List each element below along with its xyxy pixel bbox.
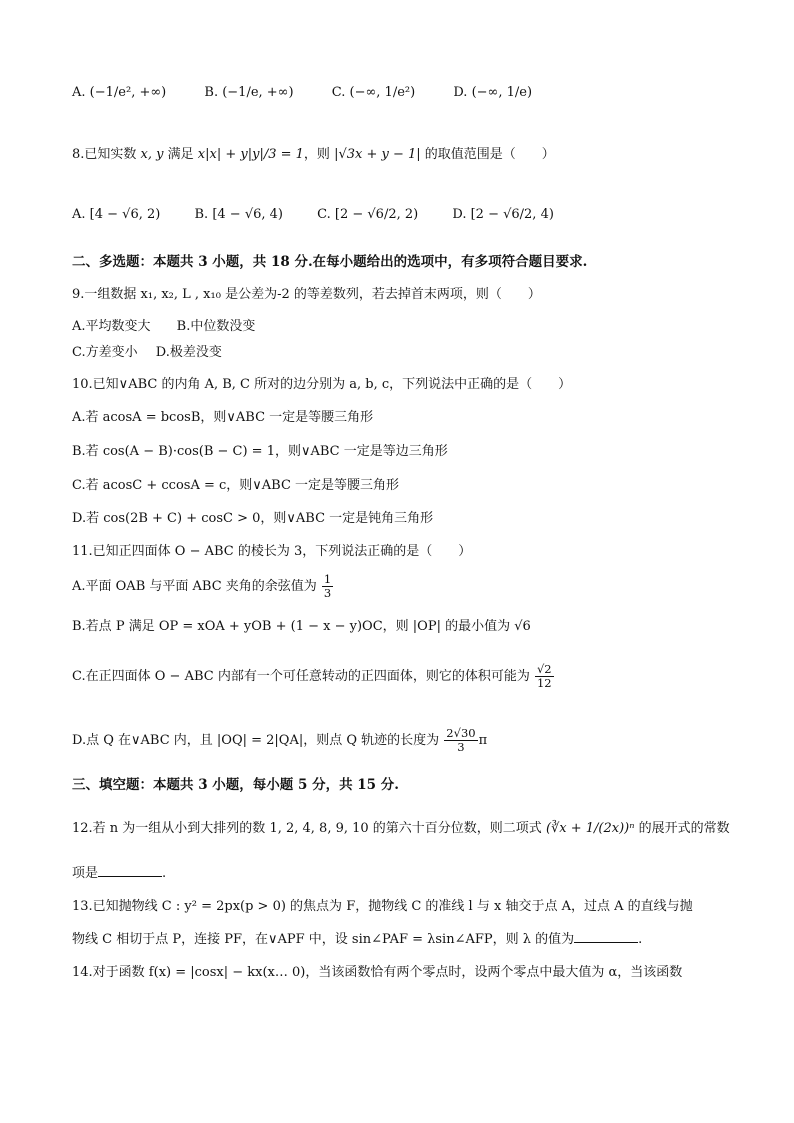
fraction: $\frac{√2}{12}$ [536, 662, 552, 690]
q12-stem-line1: 12.若 n 为一组从小到大排列的数 1, 2, 4, 8, 9, 10 的第六十百分位数，则二项式 (∛x + 1/(2x))ⁿ 的展开式的常数 [72, 821, 730, 836]
q9-options-row2 [72, 344, 734, 362]
q13-line2: 物线 C 相切于点 P，连接 PF，在∨APF 中，设 sin∠PAF = λsin∠AFP，则 λ 的值为 . [72, 932, 643, 947]
q10-option-a: A.若 acosA = bcosB，则∨ABC 一定是等腰三角形 [72, 410, 374, 425]
q7-options [72, 84, 734, 102]
q10-stem: 10.已知∨ABC 的内角 A, B, C 所对的边分别为 a, b, c，下列说法中正确的是（ ） [72, 377, 572, 392]
q10-option-c: C.若 acosC + ccosA = c，则∨ABC 一定是等腰三角形 [72, 478, 400, 493]
q11-option-d: D.点 Q 在∨ABC 内，且 |OQ| = 2|QA|，则点 Q 轨迹的长度为 $\frac{2√30}{3}$ π [72, 726, 488, 754]
answer-blank[interactable] [98, 864, 162, 877]
q8-options [72, 206, 734, 224]
q11-option-c: C.在正四面体 O − ABC 内部有一个可任意转动的正四面体，则它的体积可能为 $\frac{√2}{12}$ [72, 662, 552, 690]
section-2-heading: 二、多选题：本题共 3 小题，共 18 分.在每小题给出的选项中，有多项符合题目要求. [72, 254, 588, 270]
section-3-heading: 三、填空题：本题共 3 小题，每小题 5 分，共 15 分. [72, 777, 399, 793]
q10-option-d: D.若 cos(2B + C) + cosC > 0，则∨ABC 一定是钝角三角形 [72, 511, 434, 526]
q11-stem: 11.已知正四面体 O − ABC 的棱长为 3，下列说法正确的是（ ） [72, 544, 472, 559]
q9-stem: 9.一组数据 x₁, x₂, L , x₁₀ 是公差为-2 的等差数列，若去掉首末两项，则（ ） [72, 287, 541, 302]
q11-option-a: A.平面 OAB 与平面 ABC 夹角的余弦值为 $\frac{1}{3}$ [72, 572, 332, 600]
q10-option-b: B.若 cos(A − B)·cos(B − C) = 1，则∨ABC 一定是等边三角形 [72, 444, 448, 459]
q8-stem: 8.已知实数 x, y 满足 x|x| + y|y|/3 = 1，则 |√3x + y − 1| 的取值范围是（ ） [72, 147, 555, 162]
q8-option-d: D. [2 − √6/2, 4) [452, 207, 554, 222]
q9-options-row1 [72, 318, 734, 336]
q9-option-a: A.平均数变大 [72, 319, 151, 334]
q12-stem-line2: 项是 . [72, 866, 167, 881]
q8-option-a: A. [4 − √6, 2) [72, 207, 161, 222]
q8-option-c: C. [2 − √6/2, 2) [317, 207, 419, 222]
q9-option-b: B.中位数没变 [176, 319, 256, 334]
q7-option-b: B. (−1/e, +∞) [204, 85, 294, 100]
q7-option-d: D. (−∞, 1/e) [453, 85, 533, 100]
fraction: $\frac{2√30}{3}$ [446, 726, 476, 754]
q13-line1: 13.已知抛物线 C : y² = 2px(p > 0) 的焦点为 F，抛物线 C 的准线 l 与 x 轴交于点 A，过点 A 的直线与抛 [72, 899, 693, 914]
fraction: $\frac{1}{3}$ [323, 572, 332, 600]
q14-line1: 14.对于函数 f(x) = |cosx| − kx(x… 0)，当该函数恰有两个零点时，设两个零点中最大值为 α，当该函数 [72, 965, 683, 980]
answer-blank[interactable] [574, 930, 638, 943]
q7-option-c: C. (−∞, 1/e²) [331, 85, 416, 100]
q9-option-d: D.极差没变 [155, 345, 222, 360]
q7-option-a: A. (−1/e², +∞) [72, 85, 167, 100]
q9-option-c: C.方差变小 [72, 345, 138, 360]
q8-option-b: B. [4 − √6, 4) [194, 207, 283, 222]
q11-option-b: B.若点 P 满足 OP = xOA + yOB + (1 − x − y)OC，则 |OP| 的最小值为 √6 [72, 619, 531, 634]
